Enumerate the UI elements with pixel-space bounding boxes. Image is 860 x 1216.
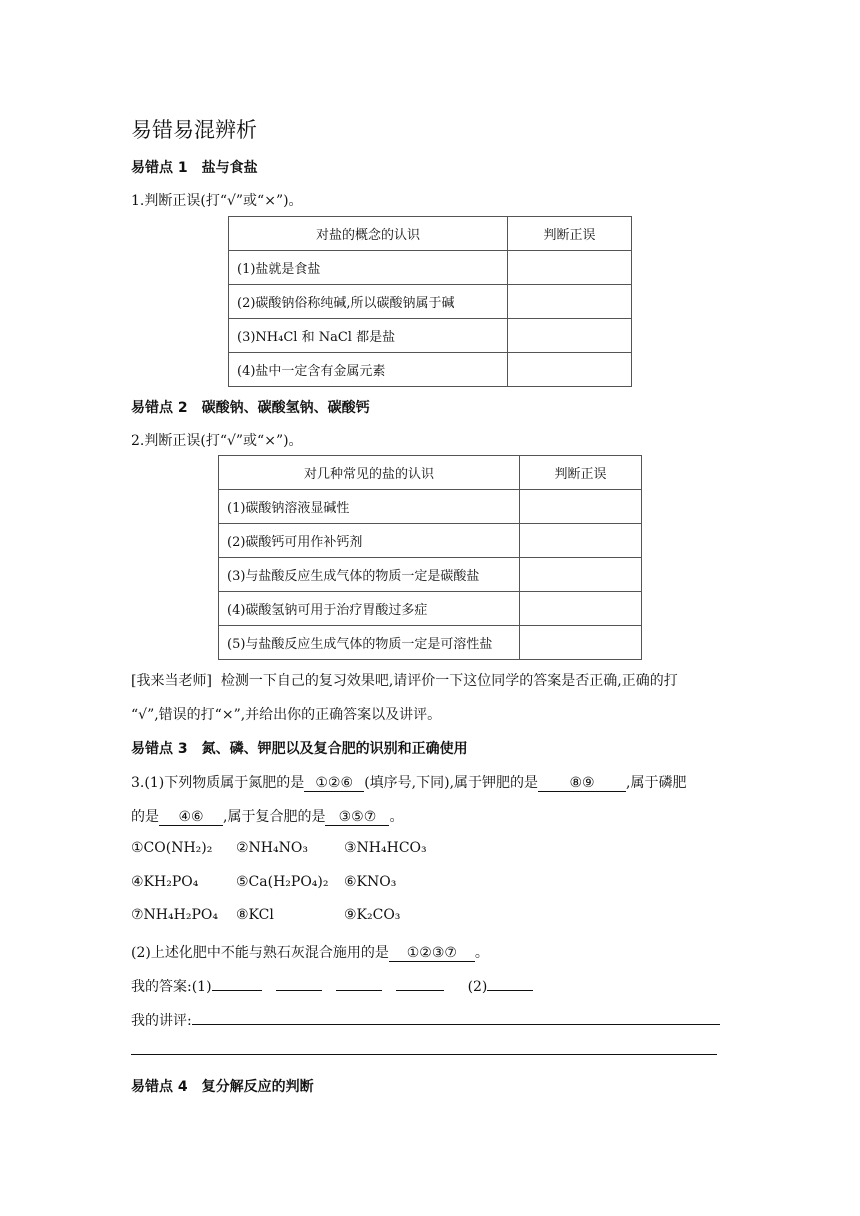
my-answer-label: (2) (467, 979, 488, 995)
substance-item: ⑤Ca(H₂PO₄)₂ (236, 874, 329, 890)
table-salt-concept (228, 216, 632, 387)
table-row (219, 558, 642, 592)
question-text: (填序号,下同),属于钾肥的是 (364, 775, 539, 791)
question-3-line-1 (131, 772, 686, 792)
question-text: ,属于复合肥的是 (223, 809, 326, 825)
table-header-cell: 对几种常见的盐的认识 (219, 456, 520, 490)
statement-cell: (2)碳酸钙可用作补钙剂 (219, 524, 520, 558)
substance-item: ⑦NH₄H₂PO₄ (131, 907, 218, 923)
teacher-note-line-1: [我来当老师] 检测一下自己的复习效果吧,请评价一下这位同学的答案是否正确,正确的打 (131, 673, 678, 689)
statement-cell: (5)与盐酸反应生成气体的物质一定是可溶性盐 (219, 626, 520, 660)
table-row (219, 592, 642, 626)
answer-cell[interactable] (508, 251, 632, 285)
table-row (219, 524, 642, 558)
answer-cell[interactable] (520, 626, 642, 660)
section-1-heading: 易错点 1 盐与食盐 (131, 160, 258, 176)
table-common-salts (218, 455, 642, 660)
comment-blank-line[interactable] (131, 1054, 717, 1055)
table-header-cell: 判断正误 (508, 217, 632, 251)
table-row (229, 319, 632, 353)
answer-compound: ③⑤⑦ (325, 809, 389, 826)
question-2-prompt: 2.判断正误(打“√”或“×”)。 (131, 433, 303, 449)
table-header-cell: 判断正误 (520, 456, 642, 490)
teacher-note-line-2: “√”,错误的打“×”,并给出你的正确答案以及讲评。 (131, 707, 442, 723)
table-row (229, 285, 632, 319)
table-row (219, 490, 642, 524)
answer-potassium: ⑧⑨ (538, 775, 626, 792)
question-text: 。 (389, 809, 404, 825)
answer-cell[interactable] (520, 490, 642, 524)
statement-cell: (4)碳酸氢钠可用于治疗胃酸过多症 (219, 592, 520, 626)
question-1-prompt: 1.判断正误(打“√”或“×”)。 (131, 193, 303, 209)
comment-blank[interactable] (192, 1024, 720, 1025)
question-text: 。 (474, 945, 489, 961)
answer-cell[interactable] (520, 592, 642, 626)
statement-cell: (3)与盐酸反应生成气体的物质一定是碳酸盐 (219, 558, 520, 592)
substance-row (131, 907, 400, 923)
blank-field[interactable] (396, 990, 444, 991)
table-row (229, 353, 632, 387)
question-text: ,属于磷肥 (626, 775, 687, 791)
my-comment-line (131, 1010, 720, 1030)
substance-item: ⑧KCl (236, 907, 274, 923)
substance-row (131, 874, 396, 890)
table-row (229, 251, 632, 285)
table-header-row (219, 456, 642, 490)
substance-item: ③NH₄HCO₃ (344, 840, 427, 856)
my-comment-label: 我的讲评: (131, 1013, 192, 1029)
answer-cell[interactable] (508, 353, 632, 387)
statement-cell: (1)碳酸钠溶液显碱性 (219, 490, 520, 524)
answer-nitrogen: ①②⑥ (304, 775, 364, 792)
statement-cell: (3)NH₄Cl 和 NaCl 都是盐 (229, 319, 508, 353)
blank-field[interactable] (336, 990, 382, 991)
statement-cell: (4)盐中一定含有金属元素 (229, 353, 508, 387)
substance-item: ④KH₂PO₄ (131, 874, 199, 890)
my-answer-line (131, 976, 533, 996)
my-answer-label: 我的答案:(1) (131, 979, 212, 995)
question-text: 的是 (131, 809, 159, 825)
question-text: (2)上述化肥中不能与熟石灰混合施用的是 (131, 945, 389, 961)
blank-field[interactable] (487, 990, 533, 991)
substance-item: ⑥KNO₃ (344, 874, 397, 890)
substance-item: ①CO(NH₂)₂ (131, 840, 213, 856)
answer-cell[interactable] (508, 285, 632, 319)
answer-cell[interactable] (520, 558, 642, 592)
statement-cell: (2)碳酸钠俗称纯碱,所以碳酸钠属于碱 (229, 285, 508, 319)
answer-lime-incompatible: ①②③⑦ (389, 945, 475, 962)
section-3-heading: 易错点 3 氮、磷、钾肥以及复合肥的识别和正确使用 (131, 741, 468, 757)
substance-item: ②NH₄NO₃ (236, 840, 308, 856)
section-4-heading: 易错点 4 复分解反应的判断 (131, 1079, 314, 1095)
answer-cell[interactable] (520, 524, 642, 558)
blank-field[interactable] (276, 990, 322, 991)
answer-phosphorus: ④⑥ (159, 809, 223, 826)
statement-cell: (1)盐就是食盐 (229, 251, 508, 285)
table-row (219, 626, 642, 660)
question-3-line-2 (131, 806, 403, 826)
substance-item: ⑨K₂CO₃ (344, 907, 401, 923)
question-3-part-2 (131, 942, 489, 962)
table-header-row (229, 217, 632, 251)
blank-field[interactable] (212, 990, 262, 991)
page-title: 易错易混辨析 (131, 118, 257, 142)
section-2-heading: 易错点 2 碳酸钠、碳酸氢钠、碳酸钙 (131, 400, 370, 416)
table-header-cell: 对盐的概念的认识 (229, 217, 508, 251)
substance-row (131, 840, 427, 856)
answer-cell[interactable] (508, 319, 632, 353)
question-text: 3.(1)下列物质属于氮肥的是 (131, 775, 305, 791)
